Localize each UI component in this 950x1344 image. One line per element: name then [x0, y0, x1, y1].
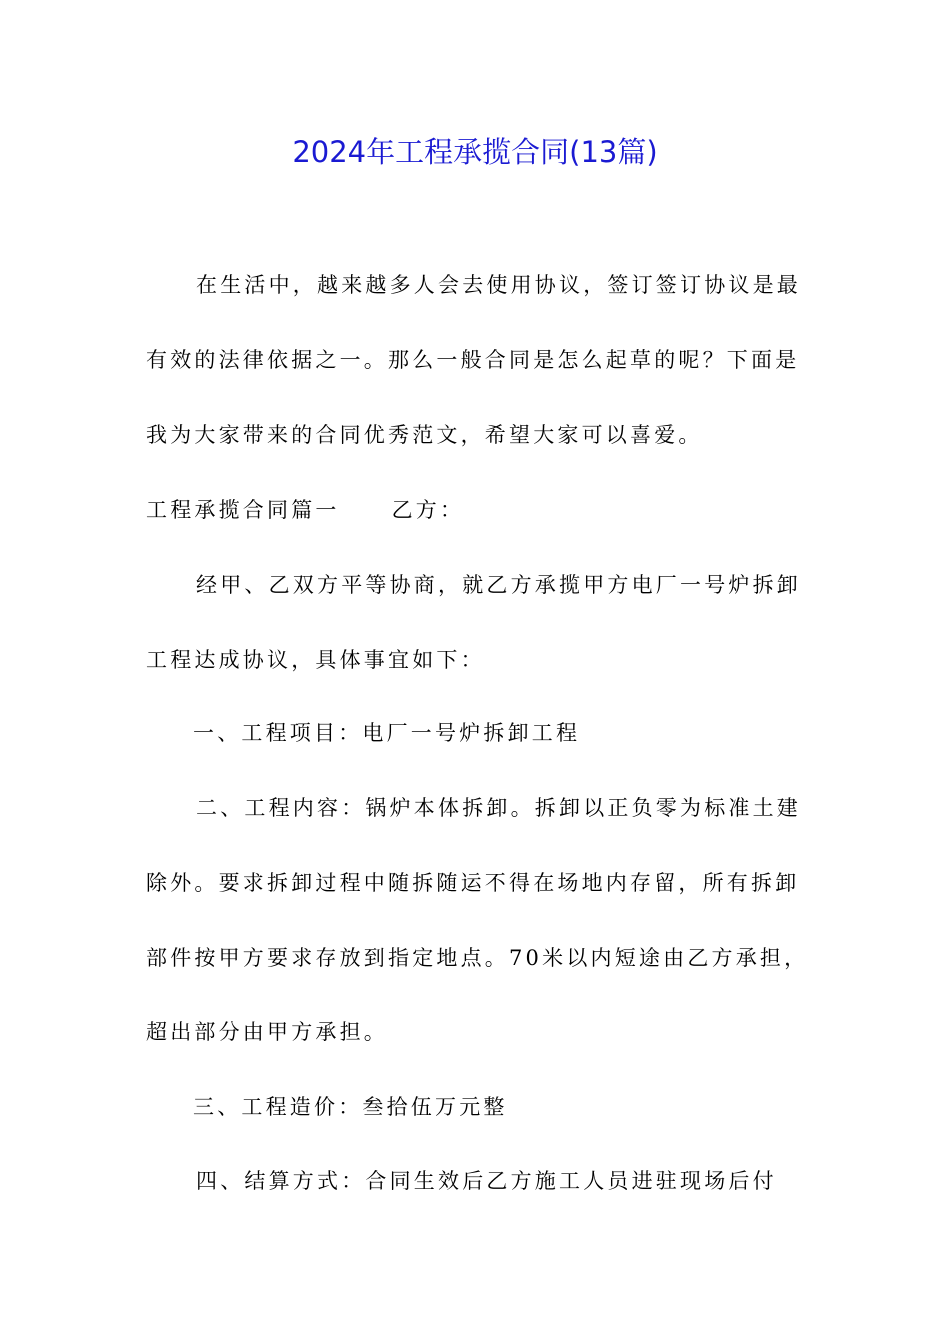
item4-line-1: 四、结算方式：合同生效后乙方施工人员进驻现场后付: [196, 1169, 777, 1193]
document-title: 2024年工程承揽合同(13篇): [292, 135, 658, 169]
item2-line-3: 部件按甲方要求存放到指定地点。70米以内短途由乙方承担，: [146, 946, 809, 970]
item1-line: 一、工程项目：电厂一号炉拆卸工程: [193, 721, 581, 745]
item2-line-1: 二、工程内容：锅炉本体拆卸。拆卸以正负零为标准土建: [196, 796, 801, 820]
item3-line: 三、工程造价：叁拾伍万元整: [193, 1095, 508, 1119]
para1-line-1: 经甲、乙双方平等协商，就乙方承揽甲方电厂一号炉拆卸: [196, 573, 801, 597]
intro-line-2: 有效的法律依据之一。那么一般合同是怎么起草的呢？下面是: [146, 348, 800, 372]
item2-line-2: 除外。要求拆卸过程中随拆随运不得在场地内存留，所有拆卸: [146, 871, 800, 895]
party-b-label: 乙方：: [391, 498, 465, 522]
section-heading: 工程承揽合同篇一: [146, 498, 340, 522]
intro-line-3: 我为大家带来的合同优秀范文，希望大家可以喜爱。: [146, 423, 703, 447]
para1-line-2: 工程达成协议，具体事宜如下：: [146, 648, 485, 672]
section-heading-row: [146, 495, 464, 525]
intro-line-1: 在生活中，越来越多人会去使用协议，签订签订协议是最: [196, 273, 801, 297]
item2-line-4: 超出部分由甲方承担。: [146, 1020, 388, 1044]
